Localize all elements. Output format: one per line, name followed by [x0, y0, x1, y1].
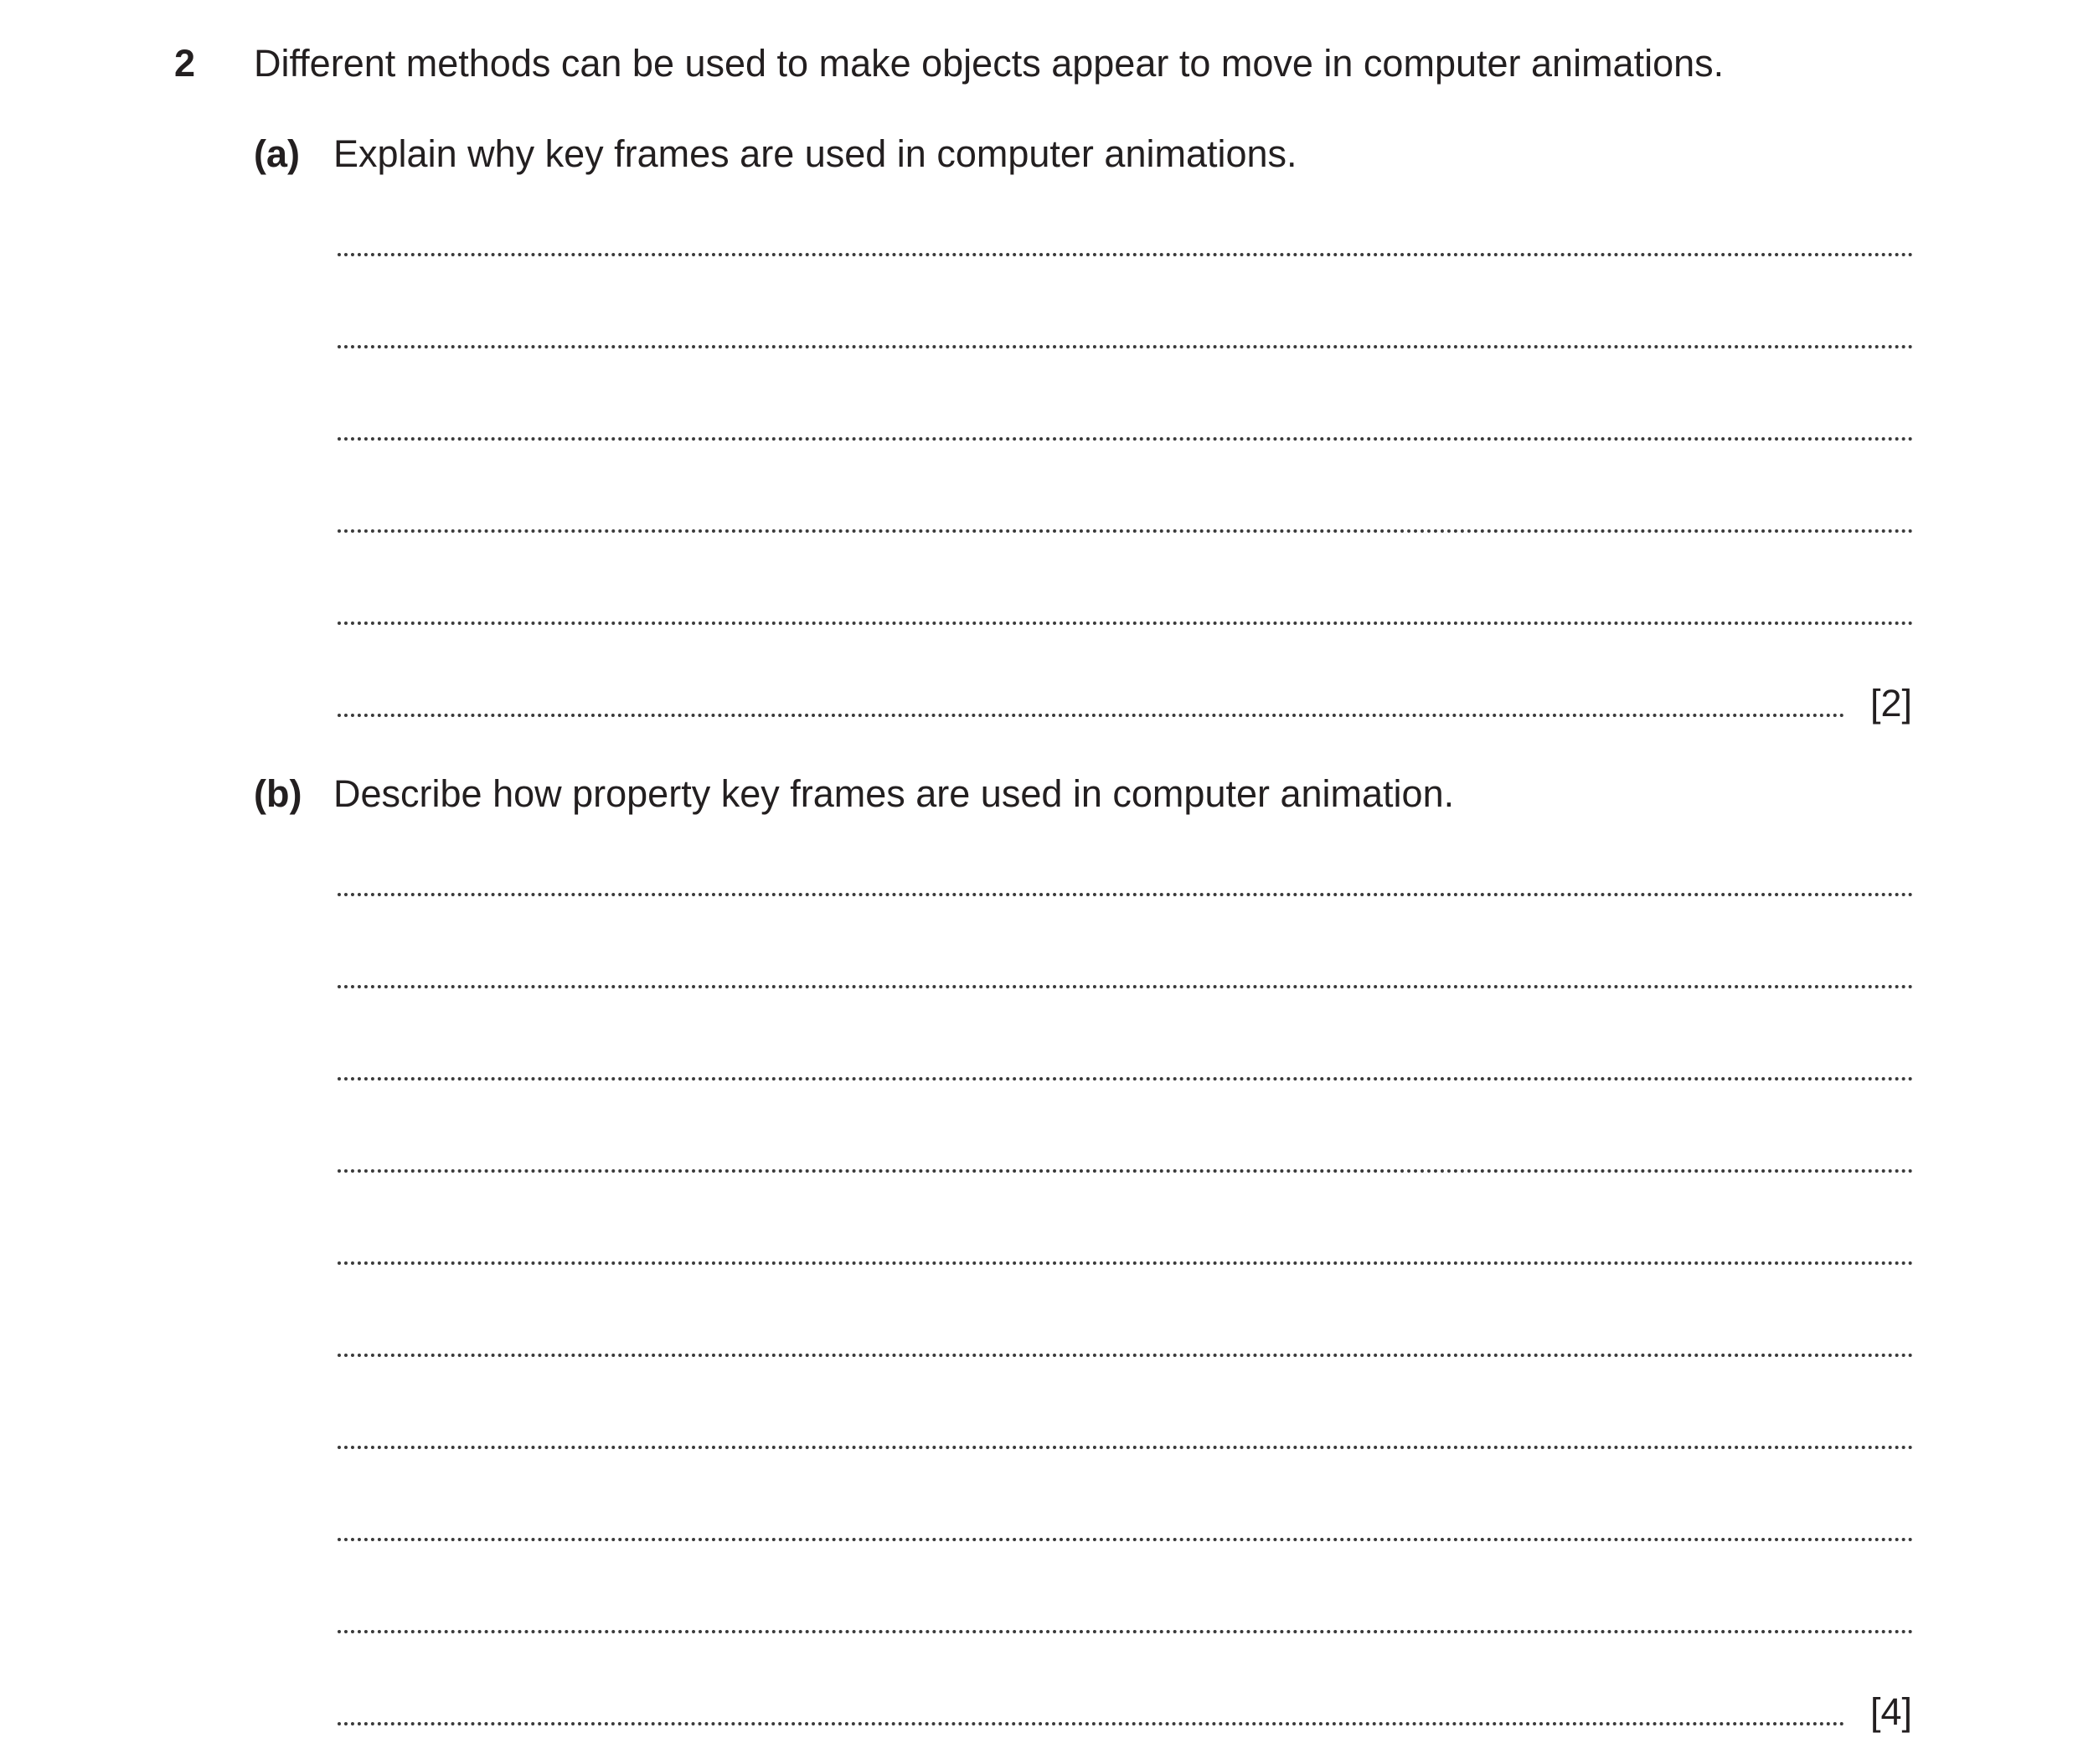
- answer-line[interactable]: [338, 1630, 1914, 1633]
- part-a-label: (a): [254, 132, 300, 175]
- answer-line[interactable]: [338, 529, 1914, 533]
- answer-line[interactable]: [338, 1446, 1914, 1449]
- answer-line[interactable]: [338, 1538, 1914, 1541]
- answer-line[interactable]: [338, 1169, 1914, 1173]
- answer-line[interactable]: [338, 1261, 1914, 1265]
- answer-line[interactable]: [338, 253, 1914, 256]
- answer-line[interactable]: [338, 714, 1845, 717]
- part-b-question: Describe how property key frames are used in computer animation.: [333, 772, 1455, 815]
- question-stem: Different methods can be used to make objects appear to move in computer animations.: [254, 42, 1725, 85]
- part-b-marks: [4]: [1870, 1690, 1913, 1733]
- part-b-label: (b): [254, 772, 302, 815]
- part-a-marks: [2]: [1870, 682, 1913, 725]
- answer-line[interactable]: [338, 1722, 1845, 1725]
- answer-line[interactable]: [338, 893, 1914, 896]
- answer-line[interactable]: [338, 1077, 1914, 1081]
- answer-line[interactable]: [338, 345, 1914, 348]
- answer-line[interactable]: [338, 1354, 1914, 1357]
- answer-line[interactable]: [338, 985, 1914, 988]
- answer-line[interactable]: [338, 622, 1914, 625]
- question-number: 2: [174, 42, 196, 85]
- part-a-question: Explain why key frames are used in computer animations.: [333, 132, 1297, 175]
- answer-line[interactable]: [338, 437, 1914, 441]
